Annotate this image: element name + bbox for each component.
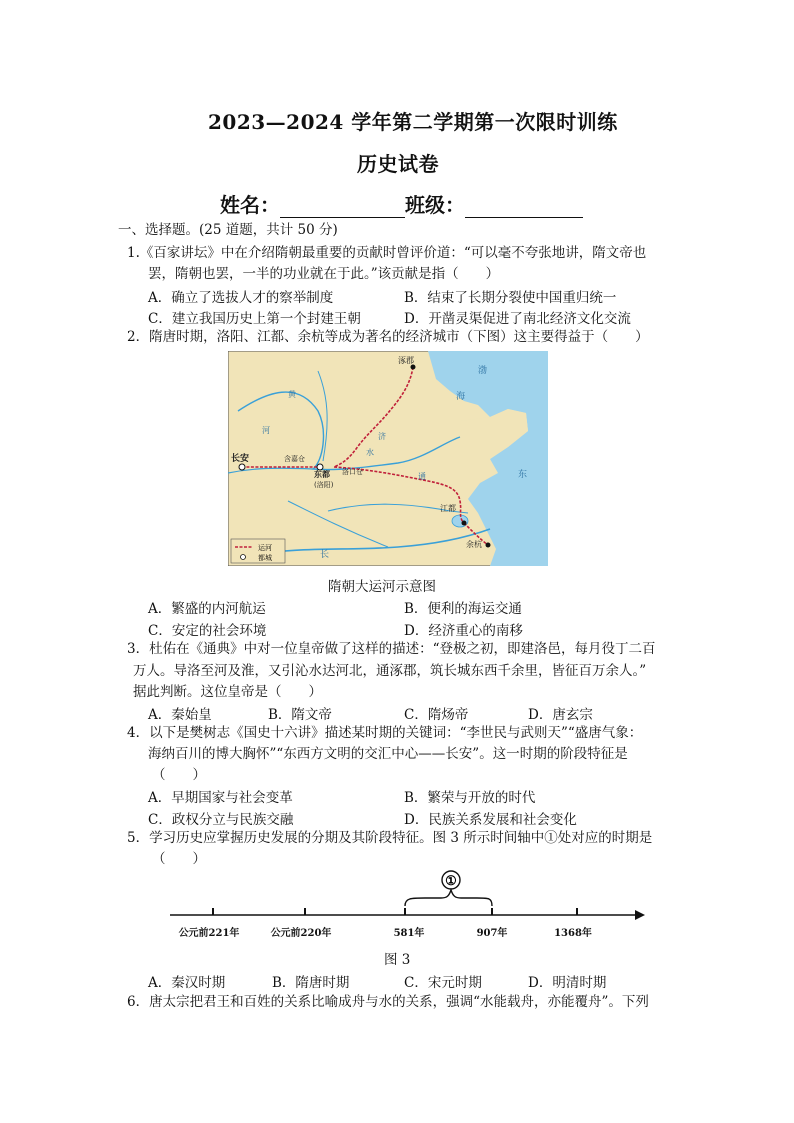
- q1-option-b[interactable]: B．结束了长期分裂使中国重归统一: [404, 290, 617, 306]
- q4-option-b[interactable]: B．繁荣与开放的时代: [404, 790, 536, 806]
- city-marker-jiangdu: [462, 521, 467, 526]
- q5-stem-line1: 5．学习历史应掌握历史发展的分期及其阶段特征。图 3 所示时间轴中①处对应的时期是: [127, 830, 653, 846]
- timeline-figure: [165, 868, 655, 948]
- q2-option-a[interactable]: A．繁盛的内河航运: [148, 601, 266, 617]
- q1-stem-line2: 罢，隋朝也罢，一半的功业就在于此。”该贡献是指（ ）: [148, 266, 500, 282]
- timeline-label-3: 581年: [393, 928, 425, 939]
- label-zhuojun: 涿郡: [398, 356, 414, 365]
- q5-option-c[interactable]: C．宋元时期: [404, 975, 482, 991]
- city-marker-zhuojun: [411, 365, 416, 370]
- timeline-arrow-icon: [635, 910, 645, 920]
- timeline-label-1: 公元前221年: [178, 928, 240, 939]
- q1-option-a[interactable]: A．确立了选拔人才的察举制度: [148, 290, 334, 306]
- student-info-row: [220, 189, 583, 218]
- legend-capital-label: 都城: [258, 554, 272, 562]
- class-blank[interactable]: [465, 199, 583, 218]
- label-bohai-2: 海: [456, 392, 466, 402]
- timeline-label-5: 1368年: [554, 928, 592, 939]
- label-jiangdu: 江都: [440, 504, 456, 513]
- label-hanjia: 含嘉仓: [284, 455, 305, 463]
- q4-stem-line1: 4．以下是樊树志《国史十六讲》描述某时期的关键词：“李世民与武则天”“盛唐气象：: [127, 725, 643, 741]
- q4-option-c[interactable]: C．政权分立与民族交融: [148, 812, 294, 828]
- label-luoyang: (洛阳): [314, 481, 334, 489]
- label-huang: 黄: [288, 390, 296, 399]
- timeline-label-2: 公元前220年: [270, 928, 332, 939]
- q1-stem-line1: 1.《百家讲坛》中在介绍隋朝最重要的贡献时曾评价道：“可以毫不夸张地讲，隋文帝也: [127, 245, 647, 261]
- q4-option-a[interactable]: A．早期国家与社会变革: [148, 790, 293, 806]
- name-blank[interactable]: [280, 199, 405, 218]
- q3-option-c[interactable]: C．隋炀帝: [404, 707, 469, 723]
- label-he: 河: [262, 426, 270, 435]
- q6-stem-line1: 6．唐太宗把君王和百姓的关系比喻成舟与水的关系，强调“水能载舟，亦能覆舟”。下列: [127, 994, 649, 1010]
- q5-option-a[interactable]: A．秦汉时期: [148, 975, 226, 991]
- q3-stem-line2: 万人。导洛至河及淮，又引沁水达河北，通涿郡，筑长城东西千余里，皆征百万余人。”: [133, 663, 647, 679]
- label-bohai-1: 渤: [478, 366, 488, 376]
- q4-stem-line3: （ ）: [152, 767, 206, 783]
- label-changan: 长安: [231, 454, 250, 464]
- legend-canal-label: 运河: [258, 544, 272, 552]
- exam-subtitle: 历史试卷: [357, 152, 439, 176]
- q3-option-d[interactable]: D．唐玄宗: [528, 707, 593, 723]
- q2-option-b[interactable]: B．便利的海运交通: [404, 601, 522, 617]
- q5-option-d[interactable]: D．明清时期: [528, 975, 607, 991]
- label-shui: 水: [366, 448, 374, 457]
- city-marker-yuhang: [486, 543, 491, 548]
- q2-option-d[interactable]: D．经济重心的南移: [404, 623, 523, 639]
- timeline-caption: 图 3: [384, 952, 411, 968]
- q5-stem-line2: （ ）: [152, 851, 206, 867]
- map-legend: [231, 539, 285, 563]
- label-yuhang: 余杭: [466, 540, 482, 549]
- q5-option-b[interactable]: B．隋唐时期: [272, 975, 350, 991]
- q3-option-b[interactable]: B．隋文帝: [268, 707, 332, 723]
- q4-stem-line2: 海纳百川的博大胸怀”“东西方文明的交汇中心——长安”。这一时期的阶段特征是: [148, 746, 628, 762]
- label-chang: 长: [320, 550, 330, 560]
- name-label: 姓名：: [220, 193, 280, 217]
- q2-stem: 2．隋唐时期，洛阳、江都、余杭等成为著名的经济城市（下图）这主要得益于（ ）: [127, 329, 649, 345]
- class-label: 班级：: [405, 193, 465, 217]
- timeline-marker: ①: [445, 874, 457, 889]
- label-tong: 通: [418, 472, 426, 481]
- q3-stem-line1: 3．杜佑在《通典》中对一位皇帝做了这样的描述：“登极之初，即建洛邑，每月役丁二百: [127, 641, 656, 657]
- label-dongdu: 东都: [314, 470, 330, 479]
- q1-option-c[interactable]: C．建立我国历史上第一个封建王朝: [148, 311, 361, 327]
- q3-option-a[interactable]: A．秦始皇: [148, 707, 212, 723]
- city-marker-changan: [239, 464, 245, 470]
- timeline-label-4: 907年: [476, 928, 508, 939]
- q1-option-d[interactable]: D．开凿灵渠促进了南北经济文化交流: [404, 311, 631, 327]
- grand-canal-map: [228, 351, 548, 566]
- q3-stem-line3: 据此判断。这位皇帝是（ ）: [133, 684, 322, 700]
- label-ji: 济: [378, 432, 386, 441]
- timeline-brace: [405, 890, 492, 906]
- q4-option-d[interactable]: D．民族关系发展和社会变化: [404, 812, 577, 828]
- label-donghai: 东: [518, 470, 528, 480]
- exam-title: 2023—2024 学年第二学期第一次限时训练: [208, 110, 618, 134]
- map-caption: 隋朝大运河示意图: [328, 579, 436, 595]
- q2-option-c[interactable]: C．安定的社会环境: [148, 623, 267, 639]
- section-heading: 一、选择题。(25 道题，共计 50 分): [118, 222, 338, 238]
- label-luokou: 洛口仓: [342, 468, 363, 476]
